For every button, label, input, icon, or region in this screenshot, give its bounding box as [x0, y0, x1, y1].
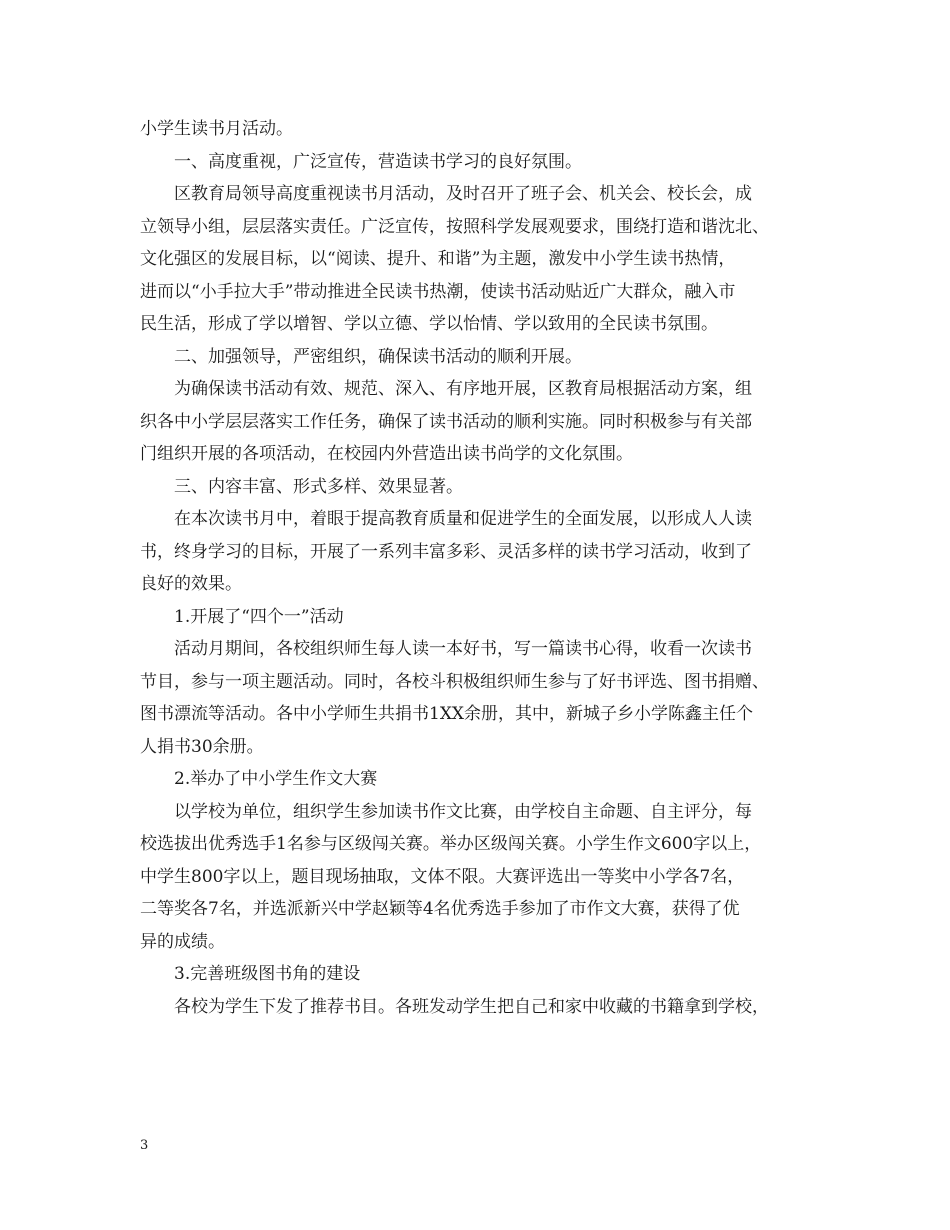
text-line: 异的成绩。 — [140, 931, 225, 952]
text-line: 三、内容丰富、形式多样、效果显著。 — [174, 476, 463, 497]
text-line: 织各中小学层层落实工作任务，确保了读书活动的顺利实施。同时积极参与有关部 — [140, 411, 752, 432]
text-line: 活动月期间，各校组织师生每人读一本好书，写一篇读书心得，收看一次读书 — [174, 639, 752, 659]
text-line: 节目，参与一项主题活动。同时，各校斗积极组织师生参与了好书评选、图书捐赠、 — [140, 671, 769, 692]
text-line: 为确保读书活动有效、规范、深入、有序地开展，区教育局根据活动方案，组 — [174, 379, 752, 399]
text-line: 区教育局领导高度重视读书月活动，及时召开了班子会、机关会、校长会，成 — [174, 184, 752, 204]
text-line: 门组织开展的各项活动，在校园内外营造出读书尚学的文化氛围。 — [140, 444, 633, 464]
text-line: 二等奖各7名，并选派新兴中学赵颖等4名优秀选手参加了市作文大赛，获得了优 — [140, 899, 740, 919]
text-line: 3.完善班级图书角的建设 — [174, 964, 361, 984]
text-line: 以学校为单位，组织学生参加读书作文比赛，由学校自主命题、自主评分，每 — [174, 801, 752, 822]
document-body — [140, 113, 830, 1023]
text-line: 中学生800字以上，题目现场抽取，文体不限。大赛评选出一等奖中小学各7名， — [140, 866, 745, 887]
text-line: 2.举办了中小学生作文大赛 — [174, 769, 378, 789]
text-line: 人捐书30余册。 — [140, 736, 264, 757]
page-number: 3 — [140, 1138, 149, 1153]
text-line: 二、加强领导，严密组织，确保读书活动的顺利开展。 — [174, 346, 582, 367]
text-line: 各校为学生下发了推荐书目。各班发动学生把自己和家中收藏的书籍拿到学校， — [174, 996, 769, 1017]
text-line: 小学生读书月活动。 — [140, 119, 293, 139]
text-line: 文化强区的发展目标，以“阅读、提升、和谐”为主题，激发中小学生读书热情， — [140, 249, 736, 269]
text-line: 书，终身学习的目标，开展了一系列丰富多彩、灵活多样的读书学习活动，收到了 — [140, 541, 752, 562]
text-line: 图书漂流等活动。各中小学师生共捐书1XX余册，其中，新城子乡小学陈鑫主任个 — [140, 704, 754, 724]
text-line: 1.开展了“四个一”活动 — [174, 606, 344, 627]
text-line: 校选拔出优秀选手1名参与区级闯关赛。举办区级闯关赛。小学生作文600字以上， — [140, 834, 762, 854]
text-line: 良好的效果。 — [140, 574, 242, 594]
text-line: 一、高度重视，广泛宣传，营造读书学习的良好氛围。 — [174, 151, 582, 172]
text-line: 立领导小组，层层落实责任。广泛宣传，按照科学发展观要求，围绕打造和谐沈北、 — [140, 216, 769, 237]
text-line: 进而以“小手拉大手”带动推进全民读书热潮，使读书活动贴近广大群众，融入市 — [140, 281, 736, 302]
text-line: 民生活，形成了学以增智、学以立德、学以怡情、学以致用的全民读书氛围。 — [140, 314, 718, 334]
text-line: 在本次读书月中，着眼于提高教育质量和促进学生的全面发展，以形成人人读 — [174, 509, 752, 529]
